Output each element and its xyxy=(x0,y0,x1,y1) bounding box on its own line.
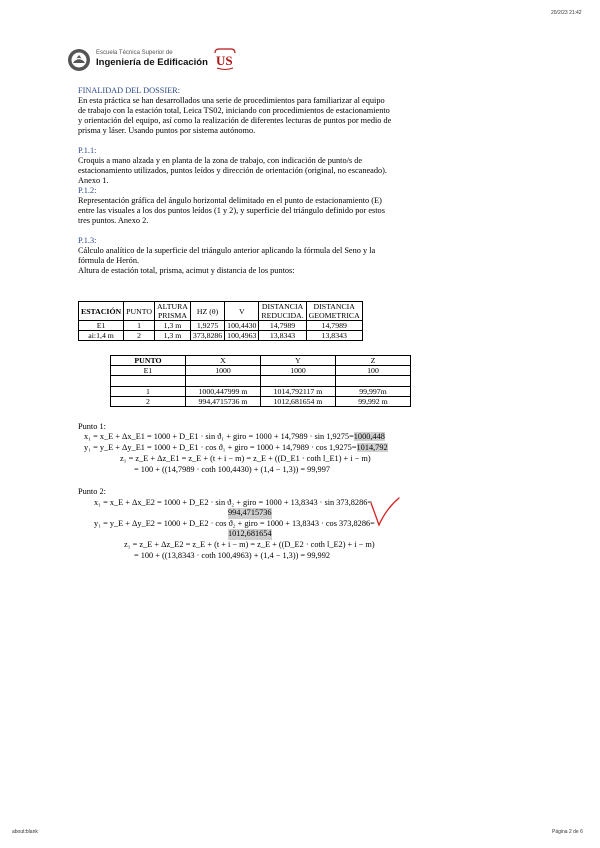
document-body xyxy=(78,86,418,276)
table-cell: 1000 xyxy=(186,366,261,376)
table-cell: 13,8343 xyxy=(306,331,362,341)
coordinates-table xyxy=(110,355,411,407)
p11-line: Anexo 1. xyxy=(78,176,109,185)
svg-text:US: US xyxy=(216,53,233,68)
p11-title: P.1.1: xyxy=(78,146,97,155)
table-row xyxy=(111,376,411,387)
table-cell: E1 xyxy=(79,321,124,331)
finalidad-line: de trabajo con la estación total, Leica TS02, iniciando con procedimientos de estacionamiento xyxy=(78,106,390,115)
table-cell xyxy=(111,376,186,387)
column-header: X xyxy=(186,356,261,366)
table-header-row xyxy=(79,302,363,321)
p12-line: tres puntos. Anexo 2. xyxy=(78,216,149,225)
punto1-x-result: 1000,448 xyxy=(353,432,385,441)
p12-title: P.1.2: xyxy=(78,186,97,195)
school-name xyxy=(96,50,208,68)
table-cell: 373,8286 xyxy=(190,331,224,341)
table-cell: 99,997m xyxy=(336,387,411,397)
table-cell xyxy=(261,376,336,387)
finalidad-title: FINALIDAD DEL DOSSIER: xyxy=(78,86,181,95)
table-cell: 1,3 m xyxy=(155,331,191,341)
column-header: ESTACIÓN xyxy=(79,302,124,321)
p12-line: entre las visuales a los dos puntos leídos (1 y 2), y superficie del triángulo definido por estos xyxy=(78,206,385,215)
table-row xyxy=(111,387,411,397)
table-cell: 2 xyxy=(124,331,155,341)
column-header: HZ (θ) xyxy=(190,302,224,321)
table-cell: 1,3 m xyxy=(155,321,191,331)
table-cell: 1 xyxy=(111,387,186,397)
punto1-y-equation: y₁ = y_E + Δy_E1 = 1000 + D_E1 · cos ϑ₁ + giro = 1000 + 14,7989 · cos 1,9275=1014,792 xyxy=(84,443,388,452)
punto2-title: Punto 2: xyxy=(78,487,106,496)
punto2-z-equation: z₁ = z_E + Δz_E2 = z_E + (t + i − m) = z_E + ((D_E2 · coth l_E2) + i − m) xyxy=(124,540,375,549)
print-url: about:blank xyxy=(12,829,38,835)
table-cell: 1012,681654 m xyxy=(261,397,336,407)
punto2-y-result: 1012,681654 xyxy=(228,529,272,538)
finalidad-line: y orientación del equipo, así como la realización de diferentes lecturas de puntos por medio de xyxy=(78,116,392,125)
print-timestamp: 20/2/23 21:42 xyxy=(551,10,582,16)
column-header: Y xyxy=(261,356,336,366)
table-cell: 1 xyxy=(124,321,155,331)
punto1-z-result: = 100 + ((14,7989 · coth 100,4430) + (1,4 − 1,3)) = 99,997 xyxy=(134,465,330,474)
table-cell: 1014,792117 m xyxy=(261,387,336,397)
column-header: V xyxy=(225,302,259,321)
p13-title: P.1.3: xyxy=(78,236,97,245)
school-logo-icon xyxy=(67,48,91,72)
table-cell: 14,7989 xyxy=(306,321,362,331)
table-cell: ai:1,4 m xyxy=(79,331,124,341)
table-row xyxy=(111,397,411,407)
table-cell: 13,8343 xyxy=(259,331,306,341)
table-row xyxy=(111,366,411,376)
table-header-row xyxy=(111,356,411,366)
table-cell: 2 xyxy=(111,397,186,407)
punto1-y-result: 1014,792 xyxy=(356,443,388,452)
punto1-title: Punto 1: xyxy=(78,422,106,431)
column-header: Z xyxy=(336,356,411,366)
column-header: PUNTO xyxy=(111,356,186,366)
table-cell xyxy=(186,376,261,387)
p13-line: Altura de estación total, prisma, acimut y distancia de los puntos: xyxy=(78,266,295,275)
punto1-x-equation: x₁ = x_E + Δx_E1 = 1000 + D_E1 · sin ϑ₁ + giro = 1000 + 14,7989 · sin 1,9275=1000,448 xyxy=(84,432,385,441)
table-cell: 100,4430 xyxy=(225,321,259,331)
table-cell: 100 xyxy=(336,366,411,376)
column-header: ALTURA PRISMA xyxy=(155,302,191,321)
column-header: PUNTO xyxy=(124,302,155,321)
table-row xyxy=(79,321,363,331)
table-cell: 14,7989 xyxy=(259,321,306,331)
print-page-number: Página 2 de 6 xyxy=(552,829,583,835)
p11-line: estacionamiento utilizados, puntos leídos y dirección de orientación (original, no escaneado). xyxy=(78,166,387,175)
table-cell: 1000 xyxy=(261,366,336,376)
table-cell: 1,9275 xyxy=(190,321,224,331)
p13-line: fórmula de Herón. xyxy=(78,256,140,265)
checkmark-icon xyxy=(368,495,404,529)
p13-line: Cálculo analítico de la superficie del triángulo anterior aplicando la fórmula del Seno y la xyxy=(78,246,376,255)
p11-line: Croquis a mano alzada y en planta de la zona de trabajo, con indicación de punto/s de xyxy=(78,156,363,165)
table-row xyxy=(79,331,363,341)
table-cell: 99,992 m xyxy=(336,397,411,407)
punto2-y-equation: y₁ = y_E + Δy_E2 = 1000 + D_E2 · cos ϑ₂ + giro = 1000 + 13,8343 · cos 373,8286= xyxy=(94,519,375,528)
punto1-z-equation: z₁ = z_E + Δz_E1 = z_E + (t + i − m) = z_E + ((D_E1 · coth l_E1) + i − m) xyxy=(120,454,371,463)
table-cell: 994,4715736 m xyxy=(186,397,261,407)
column-header: DISTANCIA REDUCIDA. xyxy=(259,302,306,321)
table-cell: E1 xyxy=(111,366,186,376)
table-cell: 100,4963 xyxy=(225,331,259,341)
station-readings-table xyxy=(78,301,363,341)
school-name-line2: Ingeniería de Edificación xyxy=(96,57,208,68)
column-header: DISTANCIA GEOMETRICA xyxy=(306,302,362,321)
table-cell xyxy=(336,376,411,387)
university-seal-icon xyxy=(212,46,238,72)
p12-line: Representación gráfica del ángulo horizontal delimitado en el punto de estacionamiento (E) xyxy=(78,196,382,205)
table-cell: 1000,447999 m xyxy=(186,387,261,397)
school-name-line1: Escuela Técnica Superior de xyxy=(96,50,173,56)
finalidad-line: prisma y láser. Usando puntos por sistema autónomo. xyxy=(78,126,256,135)
finalidad-line: En esta práctica se han desarrollados una serie de procedimientos para familiarizar al equipo xyxy=(78,96,385,105)
punto2-z-result: = 100 + ((13,8343 · coth 100,4963) + (1,4 − 1,3)) = 99,992 xyxy=(134,551,330,560)
punto2-x-result: 994,4715736 xyxy=(228,508,272,517)
punto2-x-equation: x₁ = x_E + Δx_E2 = 1000 + D_E2 · sin ϑ₂ + giro = 1000 + 13,8343 · sin 373,8286= xyxy=(94,498,373,507)
